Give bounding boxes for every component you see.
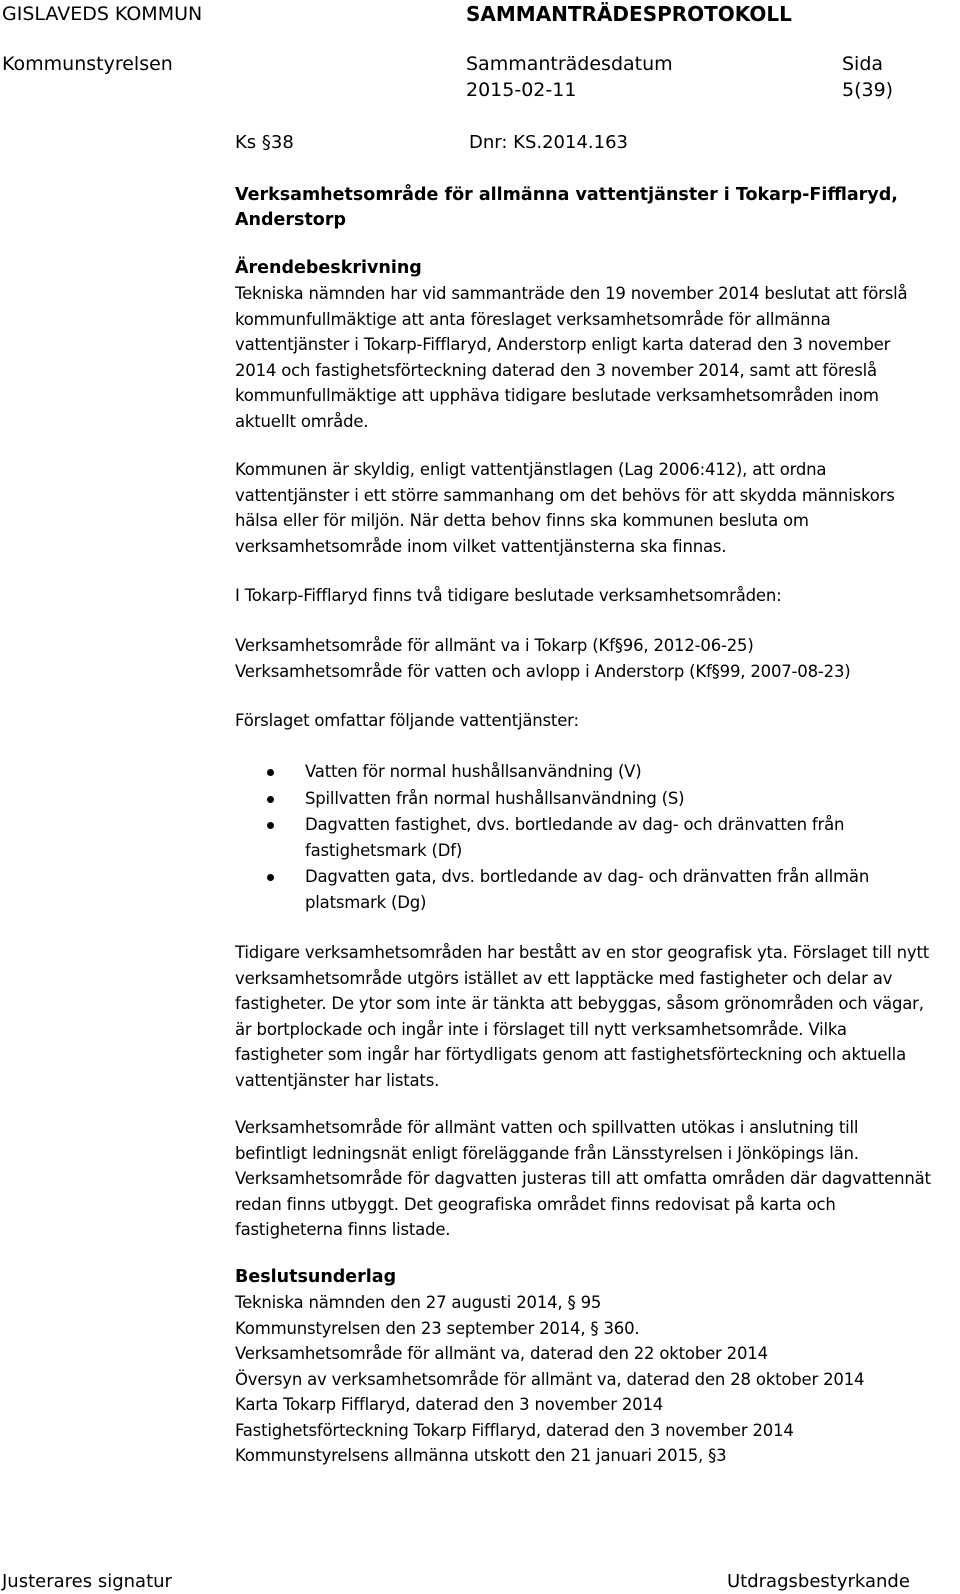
list-item: Vatten för normal hushållsanvändning (V) <box>235 759 915 785</box>
decision-basis-section <box>235 1265 935 1469</box>
committee-name: Kommunstyrelsen <box>2 53 173 75</box>
list-item: Dagvatten fastighet, dvs. bortledande av dag- och dränvatten från fastighetsmark (Df) <box>235 812 915 863</box>
list-item: Dagvatten gata, dvs. bortledande av dag- och dränvatten från allmän platsmark (Dg) <box>235 864 915 915</box>
description-paragraph-1: Tekniska nämnden har vid sammanträde den 19 november 2014 beslutat att förslå kommunfullmäktige att anta föreslaget verksamhetsområde för allmänna vattentjänster i Tokarp-Fifflaryd, Anderstorp enligt karta daterad den 3 november 2014 och fastighetsförteckning daterad den 3 november 2014, samt att föreslå kommunfullmäktige att upphäva tidigare beslutade verksamhetsområden inom aktuellt område. <box>235 284 908 431</box>
extract-certification-label: Utdragsbestyrkande <box>727 1571 910 1592</box>
list-item: Karta Tokarp Fifflaryd, daterad den 3 november 2014 <box>235 1395 664 1414</box>
description-paragraph-6: Tidigare verksamhetsområden har bestått av en stor geografisk yta. Förslaget till nytt verksamhetsområde utgörs istället av ett lapptäcke med fastigheter och delar av fastigheter. De ytor som inte är tänkta att bebyggas, såsom grönområden och vägar, är bortplockade och ingår inte i förslaget till nytt verksamhetsområde. Vilka fastigheter som ingår har förtydligats genom att fastighetsförteckning och aktuella vattentjänster har listats. <box>235 943 930 1090</box>
registration-number: Dnr: KS.2014.163 <box>469 132 628 153</box>
list-item: Spillvatten från normal hushållsanvändning (S) <box>235 786 915 812</box>
services-list <box>235 759 915 916</box>
paragraph-number: Ks §38 <box>235 132 294 153</box>
previous-area-2: Verksamhetsområde för vatten och avlopp i Anderstorp (Kf§99, 2007-08-23) <box>235 661 851 681</box>
list-item: Verksamhetsområde för allmänt va, daterad den 22 oktober 2014 <box>235 1344 768 1363</box>
description-section <box>235 256 935 434</box>
description-heading: Ärendebeskrivning <box>235 258 422 278</box>
previous-areas-list <box>235 633 935 684</box>
bullet-icon <box>267 874 274 881</box>
description-paragraph-7: Verksamhetsområde för allmänt vatten och spillvatten utökas i anslutning till befintligt ledningsnät enligt föreläggande från Länsstyrelsen i Jönköpings län. Verksamhetsområde för dagvatten justeras till att omfatta områden där dagvattennät redan finns utbyggt. Det geografiska området finns redovisat på karta och fastigheterna finns listade. <box>235 1118 931 1239</box>
meeting-date: 2015-02-11 <box>466 79 577 101</box>
meeting-date-label: Sammanträdesdatum <box>466 53 673 75</box>
decision-basis-heading: Beslutsunderlag <box>235 1267 397 1287</box>
list-item: Kommunstyrelsen den 23 september 2014, § 360. <box>235 1318 640 1338</box>
list-item: Fastighetsförteckning Tokarp Fifflaryd, daterad den 3 november 2014 <box>235 1420 794 1440</box>
services-intro: Förslaget omfattar följande vattentjänster: <box>235 711 579 730</box>
adjuster-signature-label: Justerares signatur <box>2 1571 172 1592</box>
previous-area-1: Verksamhetsområde för allmänt va i Tokarp (Kf§96, 2012-06-25) <box>235 636 754 655</box>
bullet-icon <box>267 822 274 829</box>
document-type: SAMMANTRÄDESPROTOKOLL <box>466 2 792 26</box>
description-paragraph-2: Kommunen är skyldig, enligt vattentjänstlagen (Lag 2006:412), att ordna vattentjänster i ett större sammanhang om det behövs för att skydda människors hälsa eller för miljön. När detta behov finns ska kommunen besluta om verksamhetsområde inom vilket vattentjänsterna ska finnas. <box>235 460 895 556</box>
bullet-icon <box>267 796 274 803</box>
case-title: Verksamhetsområde för allmänna vattentjänster i Tokarp-Fifflaryd, Anderstorp <box>235 185 898 230</box>
page-label: Sida <box>842 53 884 75</box>
description-paragraph-3: I Tokarp-Fifflaryd finns två tidigare beslutade verksamhetsområden: <box>235 586 782 605</box>
page-number: 5(39) <box>842 79 894 101</box>
list-item: Kommunstyrelsens allmänna utskott den 21 januari 2015, §3 <box>235 1446 727 1465</box>
list-item: Tekniska nämnden den 27 augusti 2014, § 95 <box>235 1293 602 1312</box>
list-item: Översyn av verksamhetsområde för allmänt va, daterad den 28 oktober 2014 <box>235 1369 865 1389</box>
municipality-name: GISLAVEDS KOMMUN <box>2 3 203 25</box>
bullet-icon <box>267 769 274 776</box>
